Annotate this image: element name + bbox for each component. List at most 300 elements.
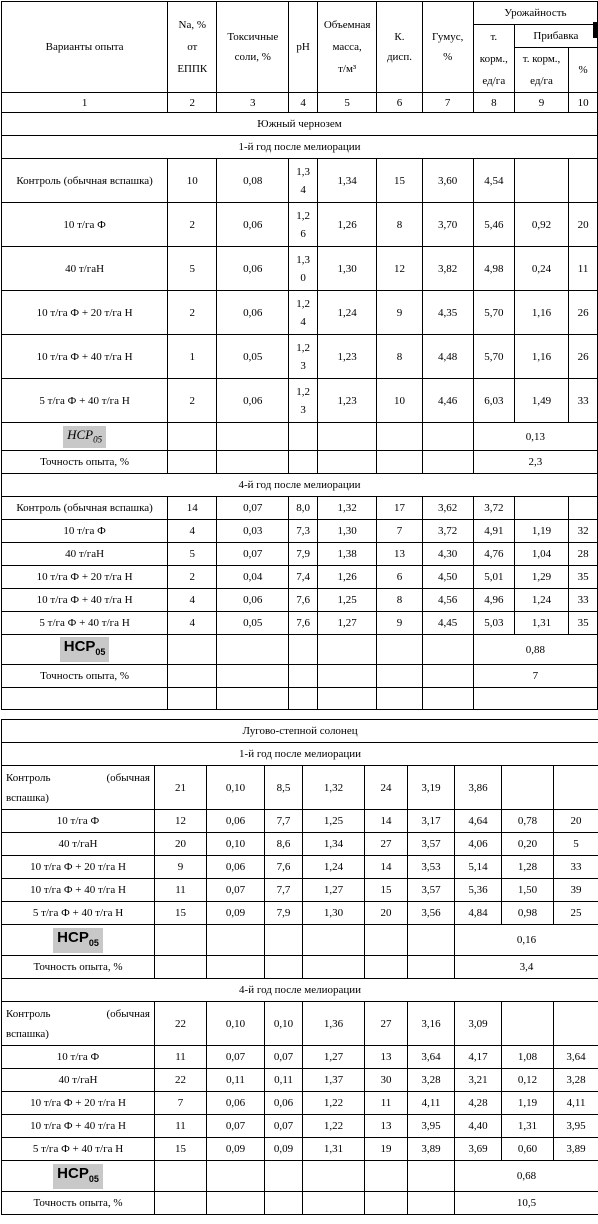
data-cell: 11 xyxy=(155,1046,207,1069)
data-cell xyxy=(554,766,598,810)
variant-cell: 10 т/га Ф xyxy=(2,1046,155,1069)
data-cell: 15 xyxy=(155,1138,207,1161)
data-cell: 4,64 xyxy=(455,810,502,833)
table-row xyxy=(2,833,598,856)
variant-cell: Контроль (обычная вспашка) xyxy=(2,766,155,810)
data-cell: 1,37 xyxy=(303,1069,365,1092)
table-row xyxy=(2,720,598,743)
data-cell: 1,23 xyxy=(317,379,376,423)
data-cell: 7,9 xyxy=(265,902,303,925)
header-na: Na, % от ЕППК xyxy=(168,2,217,93)
data-cell: 1,27 xyxy=(303,879,365,902)
data-cell: 26 xyxy=(569,291,598,335)
data-cell: 0,20 xyxy=(502,833,554,856)
table-row xyxy=(2,810,598,833)
data-cell: 4,76 xyxy=(473,543,514,566)
data-cell: 0,07 xyxy=(207,879,265,902)
data-cell: 14 xyxy=(365,856,408,879)
variant-cell: Контроль (обычная вспашка) xyxy=(2,1002,155,1046)
data-cell: 0,11 xyxy=(265,1069,303,1092)
table-row xyxy=(2,956,598,979)
data-cell: 1,24 xyxy=(514,589,568,612)
data-cell xyxy=(514,159,568,203)
data-cell: 7,6 xyxy=(265,856,303,879)
accuracy-label: Точность опыта, % xyxy=(2,1192,155,1215)
data-cell: 13 xyxy=(365,1046,408,1069)
data-cell: 35 xyxy=(569,612,598,635)
data-cell: 7,7 xyxy=(265,879,303,902)
data-cell xyxy=(502,766,554,810)
data-cell: 4,28 xyxy=(455,1092,502,1115)
variant-cell: 40 т/гаН xyxy=(2,1069,155,1092)
data-cell: 2 xyxy=(168,566,217,589)
data-cell: 1,16 xyxy=(514,335,568,379)
table-row xyxy=(2,1161,598,1192)
data-cell: 7,7 xyxy=(265,810,303,833)
data-cell: 9 xyxy=(377,291,422,335)
results-table-solonets xyxy=(1,719,598,1215)
data-cell: 0,09 xyxy=(207,1138,265,1161)
year-title: 4-й год после мелиорации xyxy=(2,474,598,497)
data-cell: 3,09 xyxy=(455,1002,502,1046)
data-cell: 0,10 xyxy=(265,1002,303,1046)
table-row xyxy=(2,665,598,688)
data-cell: 3,21 xyxy=(455,1069,502,1092)
table-row xyxy=(2,1138,598,1161)
data-cell: 4,98 xyxy=(473,247,514,291)
hcp-value: 0,88 xyxy=(473,635,597,665)
accuracy-label: Точность опыта, % xyxy=(2,665,168,688)
data-cell: 5,03 xyxy=(473,612,514,635)
data-cell: 11 xyxy=(155,1115,207,1138)
data-cell: 1,30 xyxy=(317,520,376,543)
data-cell: 1,34 xyxy=(317,159,376,203)
table-row xyxy=(2,612,598,635)
data-cell: 1,16 xyxy=(514,291,568,335)
year-title: 1-й год после мелиорации xyxy=(2,743,598,766)
data-cell: 0,92 xyxy=(514,203,568,247)
data-cell: 0,07 xyxy=(207,1115,265,1138)
data-cell: 22 xyxy=(155,1069,207,1092)
table-row xyxy=(2,688,598,710)
cell-ph: 1,3 0 xyxy=(289,247,318,291)
data-cell: 1,32 xyxy=(317,497,376,520)
data-cell: 0,78 xyxy=(502,810,554,833)
data-cell: 4,35 xyxy=(422,291,473,335)
data-cell: 0,05 xyxy=(217,335,289,379)
table-row xyxy=(2,566,598,589)
data-cell: 0,06 xyxy=(265,1092,303,1115)
data-cell: 1,30 xyxy=(303,902,365,925)
data-cell: 0,09 xyxy=(207,902,265,925)
data-cell: 1,50 xyxy=(502,879,554,902)
section-title: Южный чернозем xyxy=(2,113,598,136)
header-inc-t: т. корм., ед/га xyxy=(514,48,568,93)
table-row xyxy=(2,979,598,1002)
data-cell: 0,12 xyxy=(502,1069,554,1092)
data-cell: 7 xyxy=(155,1092,207,1115)
data-cell: 4,46 xyxy=(422,379,473,423)
table-row xyxy=(2,520,598,543)
data-cell: 5 xyxy=(168,247,217,291)
data-cell: 20 xyxy=(554,810,598,833)
header-yield-t: т. корм., ед/га xyxy=(473,25,514,93)
data-cell: 1,08 xyxy=(502,1046,554,1069)
data-cell: 35 xyxy=(569,566,598,589)
data-cell: 0,06 xyxy=(207,1092,265,1115)
data-cell: 4,11 xyxy=(554,1092,598,1115)
variant-cell: 5 т/га Ф + 40 т/га Н xyxy=(2,1138,155,1161)
data-cell: 11 xyxy=(155,879,207,902)
data-cell: 17 xyxy=(377,497,422,520)
hcp-cell xyxy=(2,423,168,451)
header-kdisp: К. дисп. xyxy=(377,2,422,93)
data-cell: 5,70 xyxy=(473,335,514,379)
data-cell: 6 xyxy=(377,566,422,589)
data-cell: 0,05 xyxy=(217,612,289,635)
data-cell: 8 xyxy=(377,335,422,379)
data-cell: 4 xyxy=(168,612,217,635)
section-title: Лугово-степной солонец xyxy=(2,720,598,743)
cell-ph: 1,2 4 xyxy=(289,291,318,335)
data-cell: 12 xyxy=(377,247,422,291)
data-cell: 3,89 xyxy=(554,1138,598,1161)
data-cell: 3,62 xyxy=(422,497,473,520)
data-cell: 0,08 xyxy=(217,159,289,203)
header-num: 3 xyxy=(217,93,289,113)
data-cell: 4,84 xyxy=(455,902,502,925)
cell-ph: 1,2 6 xyxy=(289,203,318,247)
table-row xyxy=(2,635,598,665)
header-density: Объемная масса, т/м³ xyxy=(317,2,376,93)
data-cell: 3,70 xyxy=(422,203,473,247)
data-cell: 4,06 xyxy=(455,833,502,856)
data-cell: 0,10 xyxy=(207,766,265,810)
variant-cell: Контроль (обычная вспашка) xyxy=(2,159,168,203)
year-title: 4-й год после мелиорации xyxy=(2,979,598,1002)
variant-cell: 10 т/га Ф xyxy=(2,810,155,833)
data-cell: 1,29 xyxy=(514,566,568,589)
table-row xyxy=(2,902,598,925)
hcp-cell xyxy=(2,1161,155,1192)
data-cell: 0,07 xyxy=(265,1046,303,1069)
variant-cell: 5 т/га Ф + 40 т/га Н xyxy=(2,902,155,925)
data-cell: 3,60 xyxy=(422,159,473,203)
variant-cell: 10 т/га Ф xyxy=(2,203,168,247)
data-cell: 0,06 xyxy=(217,379,289,423)
data-cell: 4,48 xyxy=(422,335,473,379)
table-row xyxy=(2,474,598,497)
data-cell: 20 xyxy=(569,203,598,247)
data-cell: 1,23 xyxy=(317,335,376,379)
data-cell: 8 xyxy=(377,203,422,247)
data-cell xyxy=(514,497,568,520)
data-cell: 13 xyxy=(365,1115,408,1138)
table-row xyxy=(2,1092,598,1115)
data-cell: 3,95 xyxy=(554,1115,598,1138)
variant-cell: 10 т/га Ф + 40 т/га Н xyxy=(2,335,168,379)
data-cell: 0,60 xyxy=(502,1138,554,1161)
table-row xyxy=(2,1002,598,1046)
header-num: 4 xyxy=(289,93,318,113)
data-cell: 7,9 xyxy=(289,543,318,566)
data-cell: 0,09 xyxy=(265,1138,303,1161)
table-row xyxy=(2,925,598,956)
cell-ph: 1,3 4 xyxy=(289,159,318,203)
header-num: 10 xyxy=(569,93,598,113)
variant-cell: 5 т/га Ф + 40 т/га Н xyxy=(2,612,168,635)
data-cell: 8,0 xyxy=(289,497,318,520)
header-num: 6 xyxy=(377,93,422,113)
data-cell: 3,89 xyxy=(408,1138,455,1161)
data-cell: 1,38 xyxy=(317,543,376,566)
cell-ph: 1,2 3 xyxy=(289,379,318,423)
data-cell: 3,72 xyxy=(473,497,514,520)
table-row xyxy=(2,766,598,810)
data-cell: 3,17 xyxy=(408,810,455,833)
data-cell: 5 xyxy=(554,833,598,856)
data-cell: 4,50 xyxy=(422,566,473,589)
table-row xyxy=(2,291,598,335)
data-cell: 8,5 xyxy=(265,766,303,810)
data-cell xyxy=(569,159,598,203)
accuracy-label: Точность опыта, % xyxy=(2,956,155,979)
data-cell: 20 xyxy=(155,833,207,856)
hcp-label: $НСР_{05}$ xyxy=(60,637,110,662)
data-cell: 0,06 xyxy=(217,291,289,335)
data-cell: 3,86 xyxy=(455,766,502,810)
table-row xyxy=(2,1192,598,1215)
data-cell: 0,10 xyxy=(207,1002,265,1046)
data-cell: 21 xyxy=(155,766,207,810)
data-cell: 1,22 xyxy=(303,1115,365,1138)
variant-cell: 10 т/га Ф + 40 т/га Н xyxy=(2,1115,155,1138)
data-cell: 1,34 xyxy=(303,833,365,856)
variant-cell: 5 т/га Ф + 40 т/га Н xyxy=(2,379,168,423)
data-cell: 4,96 xyxy=(473,589,514,612)
data-cell: 12 xyxy=(155,810,207,833)
data-cell: 3,28 xyxy=(408,1069,455,1092)
cell-ph: 1,2 3 xyxy=(289,335,318,379)
data-cell: 3,82 xyxy=(422,247,473,291)
accuracy-value: 3,4 xyxy=(455,956,598,979)
data-cell: 14 xyxy=(168,497,217,520)
data-cell: 0,06 xyxy=(207,856,265,879)
data-cell: 0,04 xyxy=(217,566,289,589)
data-cell: 0,06 xyxy=(217,247,289,291)
accuracy-label: Точность опыта, % xyxy=(2,451,168,474)
header-num: 5 xyxy=(317,93,376,113)
table-row xyxy=(2,543,598,566)
variant-cell: 10 т/га Ф + 40 т/га Н xyxy=(2,879,155,902)
data-cell: 2 xyxy=(168,203,217,247)
data-cell: 1,49 xyxy=(514,379,568,423)
variant-cell: 40 т/гаН xyxy=(2,247,168,291)
data-cell: 4,17 xyxy=(455,1046,502,1069)
data-cell: 1,27 xyxy=(303,1046,365,1069)
hcp-value: 0,16 xyxy=(455,925,598,956)
data-cell: 1,27 xyxy=(317,612,376,635)
data-cell: 33 xyxy=(569,379,598,423)
data-cell: 5,01 xyxy=(473,566,514,589)
data-cell: 15 xyxy=(155,902,207,925)
table-row xyxy=(2,113,598,136)
data-cell: 13 xyxy=(377,543,422,566)
data-cell: 1,30 xyxy=(317,247,376,291)
table-row xyxy=(2,247,598,291)
data-cell: 4,30 xyxy=(422,543,473,566)
variant-cell: 40 т/гаН xyxy=(2,833,155,856)
data-cell: 26 xyxy=(569,335,598,379)
accuracy-value: 10,5 xyxy=(455,1192,598,1215)
header-num: 7 xyxy=(422,93,473,113)
data-cell: 3,56 xyxy=(408,902,455,925)
table-row xyxy=(2,203,598,247)
data-cell: 3,64 xyxy=(554,1046,598,1069)
data-cell xyxy=(502,1002,554,1046)
data-cell: 1,25 xyxy=(303,810,365,833)
header-num: 8 xyxy=(473,93,514,113)
year-title: 1-й год после мелиорации xyxy=(2,136,598,159)
data-cell: 5,70 xyxy=(473,291,514,335)
data-cell: 4 xyxy=(168,589,217,612)
data-cell: 30 xyxy=(365,1069,408,1092)
accuracy-value: 2,3 xyxy=(473,451,597,474)
data-cell: 4,45 xyxy=(422,612,473,635)
data-cell: 1,32 xyxy=(303,766,365,810)
data-cell: 5,36 xyxy=(455,879,502,902)
data-cell xyxy=(569,497,598,520)
variant-cell: 10 т/га Ф + 20 т/га Н xyxy=(2,566,168,589)
data-cell: 5,14 xyxy=(455,856,502,879)
data-cell: 3,16 xyxy=(408,1002,455,1046)
data-cell: 24 xyxy=(365,766,408,810)
data-cell: 15 xyxy=(377,159,422,203)
data-cell: 1,28 xyxy=(502,856,554,879)
table-row xyxy=(2,136,598,159)
data-cell: 1,31 xyxy=(502,1115,554,1138)
data-cell: 25 xyxy=(554,902,598,925)
data-cell: 11 xyxy=(569,247,598,291)
table-row xyxy=(2,743,598,766)
data-cell: 15 xyxy=(365,879,408,902)
data-cell: 4,91 xyxy=(473,520,514,543)
data-cell: 4,56 xyxy=(422,589,473,612)
data-cell: 2 xyxy=(168,291,217,335)
data-cell: 33 xyxy=(569,589,598,612)
variant-cell: 10 т/га Ф + 20 т/га Н xyxy=(2,1092,155,1115)
data-cell: 4 xyxy=(168,520,217,543)
results-table-chernozem xyxy=(1,1,598,710)
header-salts: Токсичные соли, % xyxy=(217,2,289,93)
data-cell: 0,24 xyxy=(514,247,568,291)
data-cell: 10 xyxy=(377,379,422,423)
data-cell: 3,19 xyxy=(408,766,455,810)
data-cell: 0,07 xyxy=(265,1115,303,1138)
header-increase: Прибавка xyxy=(514,25,597,48)
data-cell: 20 xyxy=(365,902,408,925)
variant-cell: 10 т/га Ф + 20 т/га Н xyxy=(2,291,168,335)
data-cell xyxy=(554,1002,598,1046)
table-row xyxy=(2,856,598,879)
data-cell: 2 xyxy=(168,379,217,423)
table-row xyxy=(2,879,598,902)
data-cell: 0,11 xyxy=(207,1069,265,1092)
data-cell: 8 xyxy=(377,589,422,612)
hcp-value: 0,68 xyxy=(455,1161,598,1192)
variant-cell: Контроль (обычная вспашка) xyxy=(2,497,168,520)
table-row xyxy=(2,1115,598,1138)
data-cell: 3,64 xyxy=(408,1046,455,1069)
data-cell: 1,19 xyxy=(514,520,568,543)
table-row xyxy=(2,1046,598,1069)
header-num: 2 xyxy=(168,93,217,113)
table-row xyxy=(2,159,598,203)
data-cell: 5 xyxy=(168,543,217,566)
data-cell: 0,06 xyxy=(217,203,289,247)
data-cell: 0,07 xyxy=(217,543,289,566)
table-row xyxy=(2,589,598,612)
variant-cell: 10 т/га Ф + 40 т/га Н xyxy=(2,589,168,612)
table-row xyxy=(2,335,598,379)
header-yield: Урожайность xyxy=(473,2,597,25)
table-row xyxy=(2,1069,598,1092)
data-cell: 33 xyxy=(554,856,598,879)
hcp-cell xyxy=(2,925,155,956)
header-variant: Варианты опыта xyxy=(2,2,168,93)
data-cell: 39 xyxy=(554,879,598,902)
header-inc-pct: % xyxy=(569,48,598,93)
accuracy-value: 7 xyxy=(473,665,597,688)
table-row xyxy=(2,379,598,423)
data-cell: 1 xyxy=(168,335,217,379)
hcp-label: $НСР_{05}$ xyxy=(53,1164,103,1189)
data-cell: 27 xyxy=(365,1002,408,1046)
data-cell: 1,04 xyxy=(514,543,568,566)
data-cell: 0,10 xyxy=(207,833,265,856)
hcp-value: 0,13 xyxy=(473,423,597,451)
data-cell: 7,4 xyxy=(289,566,318,589)
data-cell: 1,31 xyxy=(303,1138,365,1161)
variant-cell: 40 т/гаН xyxy=(2,543,168,566)
data-cell: 3,72 xyxy=(422,520,473,543)
data-cell: 1,22 xyxy=(303,1092,365,1115)
table-row xyxy=(2,93,598,113)
data-cell: 1,25 xyxy=(317,589,376,612)
data-cell: 7,3 xyxy=(289,520,318,543)
data-cell: 3,95 xyxy=(408,1115,455,1138)
hcp-cell xyxy=(2,635,168,665)
variant-cell: 10 т/га Ф + 20 т/га Н xyxy=(2,856,155,879)
data-cell: 4,11 xyxy=(408,1092,455,1115)
data-cell: 28 xyxy=(569,543,598,566)
data-cell: 19 xyxy=(365,1138,408,1161)
data-cell: 7,6 xyxy=(289,589,318,612)
data-cell: 3,57 xyxy=(408,879,455,902)
data-cell: 8,6 xyxy=(265,833,303,856)
hcp-label: $НСР_{05}$ xyxy=(63,426,106,449)
data-cell: 7,6 xyxy=(289,612,318,635)
data-cell: 0,03 xyxy=(217,520,289,543)
table-row xyxy=(2,497,598,520)
data-cell: 10 xyxy=(168,159,217,203)
header-humus: Гумус, % xyxy=(422,2,473,93)
data-cell: 1,31 xyxy=(514,612,568,635)
data-cell: 27 xyxy=(365,833,408,856)
data-cell: 0,07 xyxy=(207,1046,265,1069)
header-num: 1 xyxy=(2,93,168,113)
data-cell: 5,46 xyxy=(473,203,514,247)
